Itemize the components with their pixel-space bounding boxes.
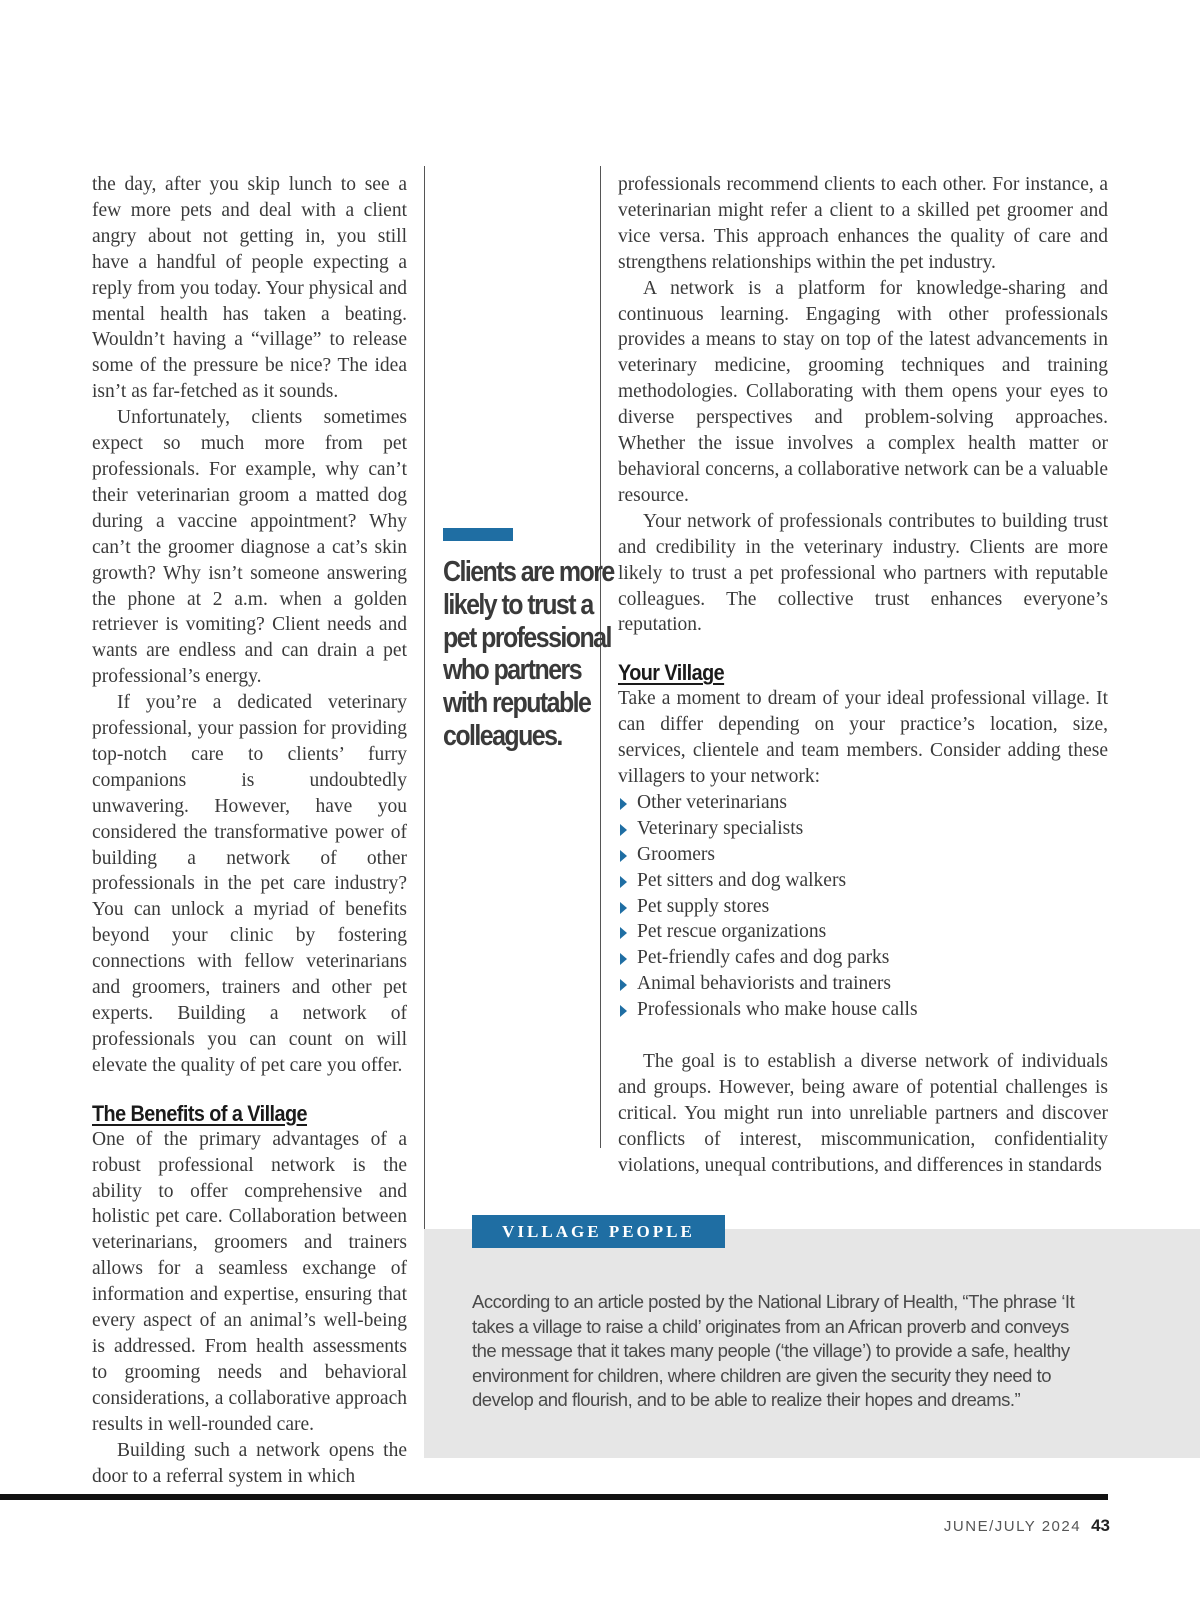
issue-date: JUNE/JULY 2024 bbox=[943, 1518, 1082, 1535]
list-item: Veterinary specialists bbox=[618, 816, 1108, 842]
triangle-bullet-icon bbox=[620, 927, 627, 939]
list-item: Professionals who make house calls bbox=[618, 997, 1108, 1023]
list-item: Pet sitters and dog walkers bbox=[618, 868, 1108, 894]
list-item: Other veterinarians bbox=[618, 790, 1108, 816]
page-number: 43 bbox=[1091, 1516, 1110, 1535]
list-item: Animal behaviorists and trainers bbox=[618, 971, 1108, 997]
page-footer bbox=[944, 1516, 1110, 1536]
body-paragraph: Building such a network opens the door to a referral system in which bbox=[92, 1439, 407, 1487]
section-heading-village: Your Village bbox=[618, 660, 725, 686]
sidebar-title: VILLAGE PEOPLE bbox=[472, 1215, 725, 1248]
triangle-bullet-icon bbox=[620, 798, 627, 810]
body-paragraph: Your network of professionals contributes to building trust and credibility in the veterinary industry. Clients are more likely to trust a pet professional who partners with reputable colleagues. The collective trust enhances everyone’s reputation. bbox=[618, 510, 1108, 636]
triangle-bullet-icon bbox=[620, 979, 627, 991]
list-item: Pet rescue organizations bbox=[618, 919, 1108, 945]
left-column bbox=[92, 172, 407, 1489]
right-column bbox=[618, 172, 1108, 1179]
body-paragraph: the day, after you skip lunch to see a few more pets and deal with a client angry about not getting in, you still have a handful of people expecting a reply from you today. Your physical and mental health has taken a beating. Wouldn’t having a “village” to release some of the pressure be nice? The idea isn’t as far-fetched as it sounds. bbox=[92, 174, 407, 403]
triangle-bullet-icon bbox=[620, 953, 627, 965]
pull-quote-accent-bar bbox=[443, 528, 513, 541]
pull-quote: Clients are more likely to trust a pet professional who partners with reputable colleagues. bbox=[443, 556, 614, 752]
sidebar-text: According to an article posted by the National Library of Health, “The phrase ‘It takes a village to raise a child’ originates from an African proverb and conveys the message that it takes many people (‘the village’) to provide a safe, healthy environment for children, where children are given the security they need to develop and flourish, and to be able to realize their hopes and dreams.” bbox=[472, 1291, 1075, 1410]
triangle-bullet-icon bbox=[620, 850, 627, 862]
footer-rule bbox=[0, 1494, 1108, 1500]
list-item: Pet supply stores bbox=[618, 894, 1108, 920]
triangle-bullet-icon bbox=[620, 824, 627, 836]
body-paragraph: The goal is to establish a diverse network of individuals and groups. However, being aware of potential challenges is critical. You might run into unreliable partners and discover conflicts of interest, miscommunication, confidentiality violations, unequal contributions, and differences in standards bbox=[618, 1051, 1108, 1176]
body-paragraph: If you’re a dedicated veterinary professional, your passion for providing top-notch care to clients’ furry companions is undoubtedly unwavering. However, have you considered the transformative power of building a network of other professionals in the pet care industry? You can unlock a myriad of benefits beyond your clinic by fostering connections with fellow veterinarians and groomers, trainers and other pet experts. Building a network of professionals you can count on will elevate the quality of pet care you offer. bbox=[92, 692, 407, 1076]
body-paragraph: Unfortunately, clients sometimes expect so much more from pet professionals. For example, why can’t their veterinarian groom a matted dog during a vaccine appointment? Why can’t the groomer diagnose a cat’s skin growth? Why isn’t someone answering the phone at 2 a.m. when a golden retriever is vomiting? Client needs and wants are endless and can drain a pet professional’s energy. bbox=[92, 407, 407, 688]
list-item: Pet-friendly cafes and dog parks bbox=[618, 945, 1108, 971]
section-heading-benefits: The Benefits of a Village bbox=[92, 1100, 308, 1126]
spacer bbox=[618, 1023, 1108, 1049]
body-paragraph: A network is a platform for knowledge-sharing and continuous learning. Engaging with other professionals provides a means to stay on top of the latest advancements in veterinary medicine, grooming techniques and training methodologies. Collaborating with them opens your eyes to diverse perspectives and problem-solving approaches. Whether the issue involves a complex health matter or behavioral concerns, a collaborative network can be a valuable resource. bbox=[618, 277, 1108, 506]
triangle-bullet-icon bbox=[620, 876, 627, 888]
body-paragraph: Take a moment to dream of your ideal professional village. It can differ depending on your practice’s location, size, services, clientele and team members. Consider adding these villagers to your network: bbox=[618, 688, 1108, 788]
body-paragraph: One of the primary advantages of a robust professional network is the ability to offer comprehensive and holistic pet care. Collaboration between veterinarians, groomers and trainers allows for a seamless exchange of information and expertise, ensuring that every aspect of an animal’s well-being is addressed. From health assessments to grooming needs and behavioral considerations, a collaborative approach results in well-rounded care. bbox=[92, 1128, 407, 1435]
body-paragraph: professionals recommend clients to each other. For instance, a veterinarian might refer a client to a skilled pet groomer and vice versa. This approach enhances the quality of care and strengthens relationships within the pet industry. bbox=[618, 174, 1108, 273]
triangle-bullet-icon bbox=[620, 902, 627, 914]
triangle-bullet-icon bbox=[620, 1005, 627, 1017]
villagers-list bbox=[618, 790, 1108, 1023]
list-item: Groomers bbox=[618, 842, 1108, 868]
